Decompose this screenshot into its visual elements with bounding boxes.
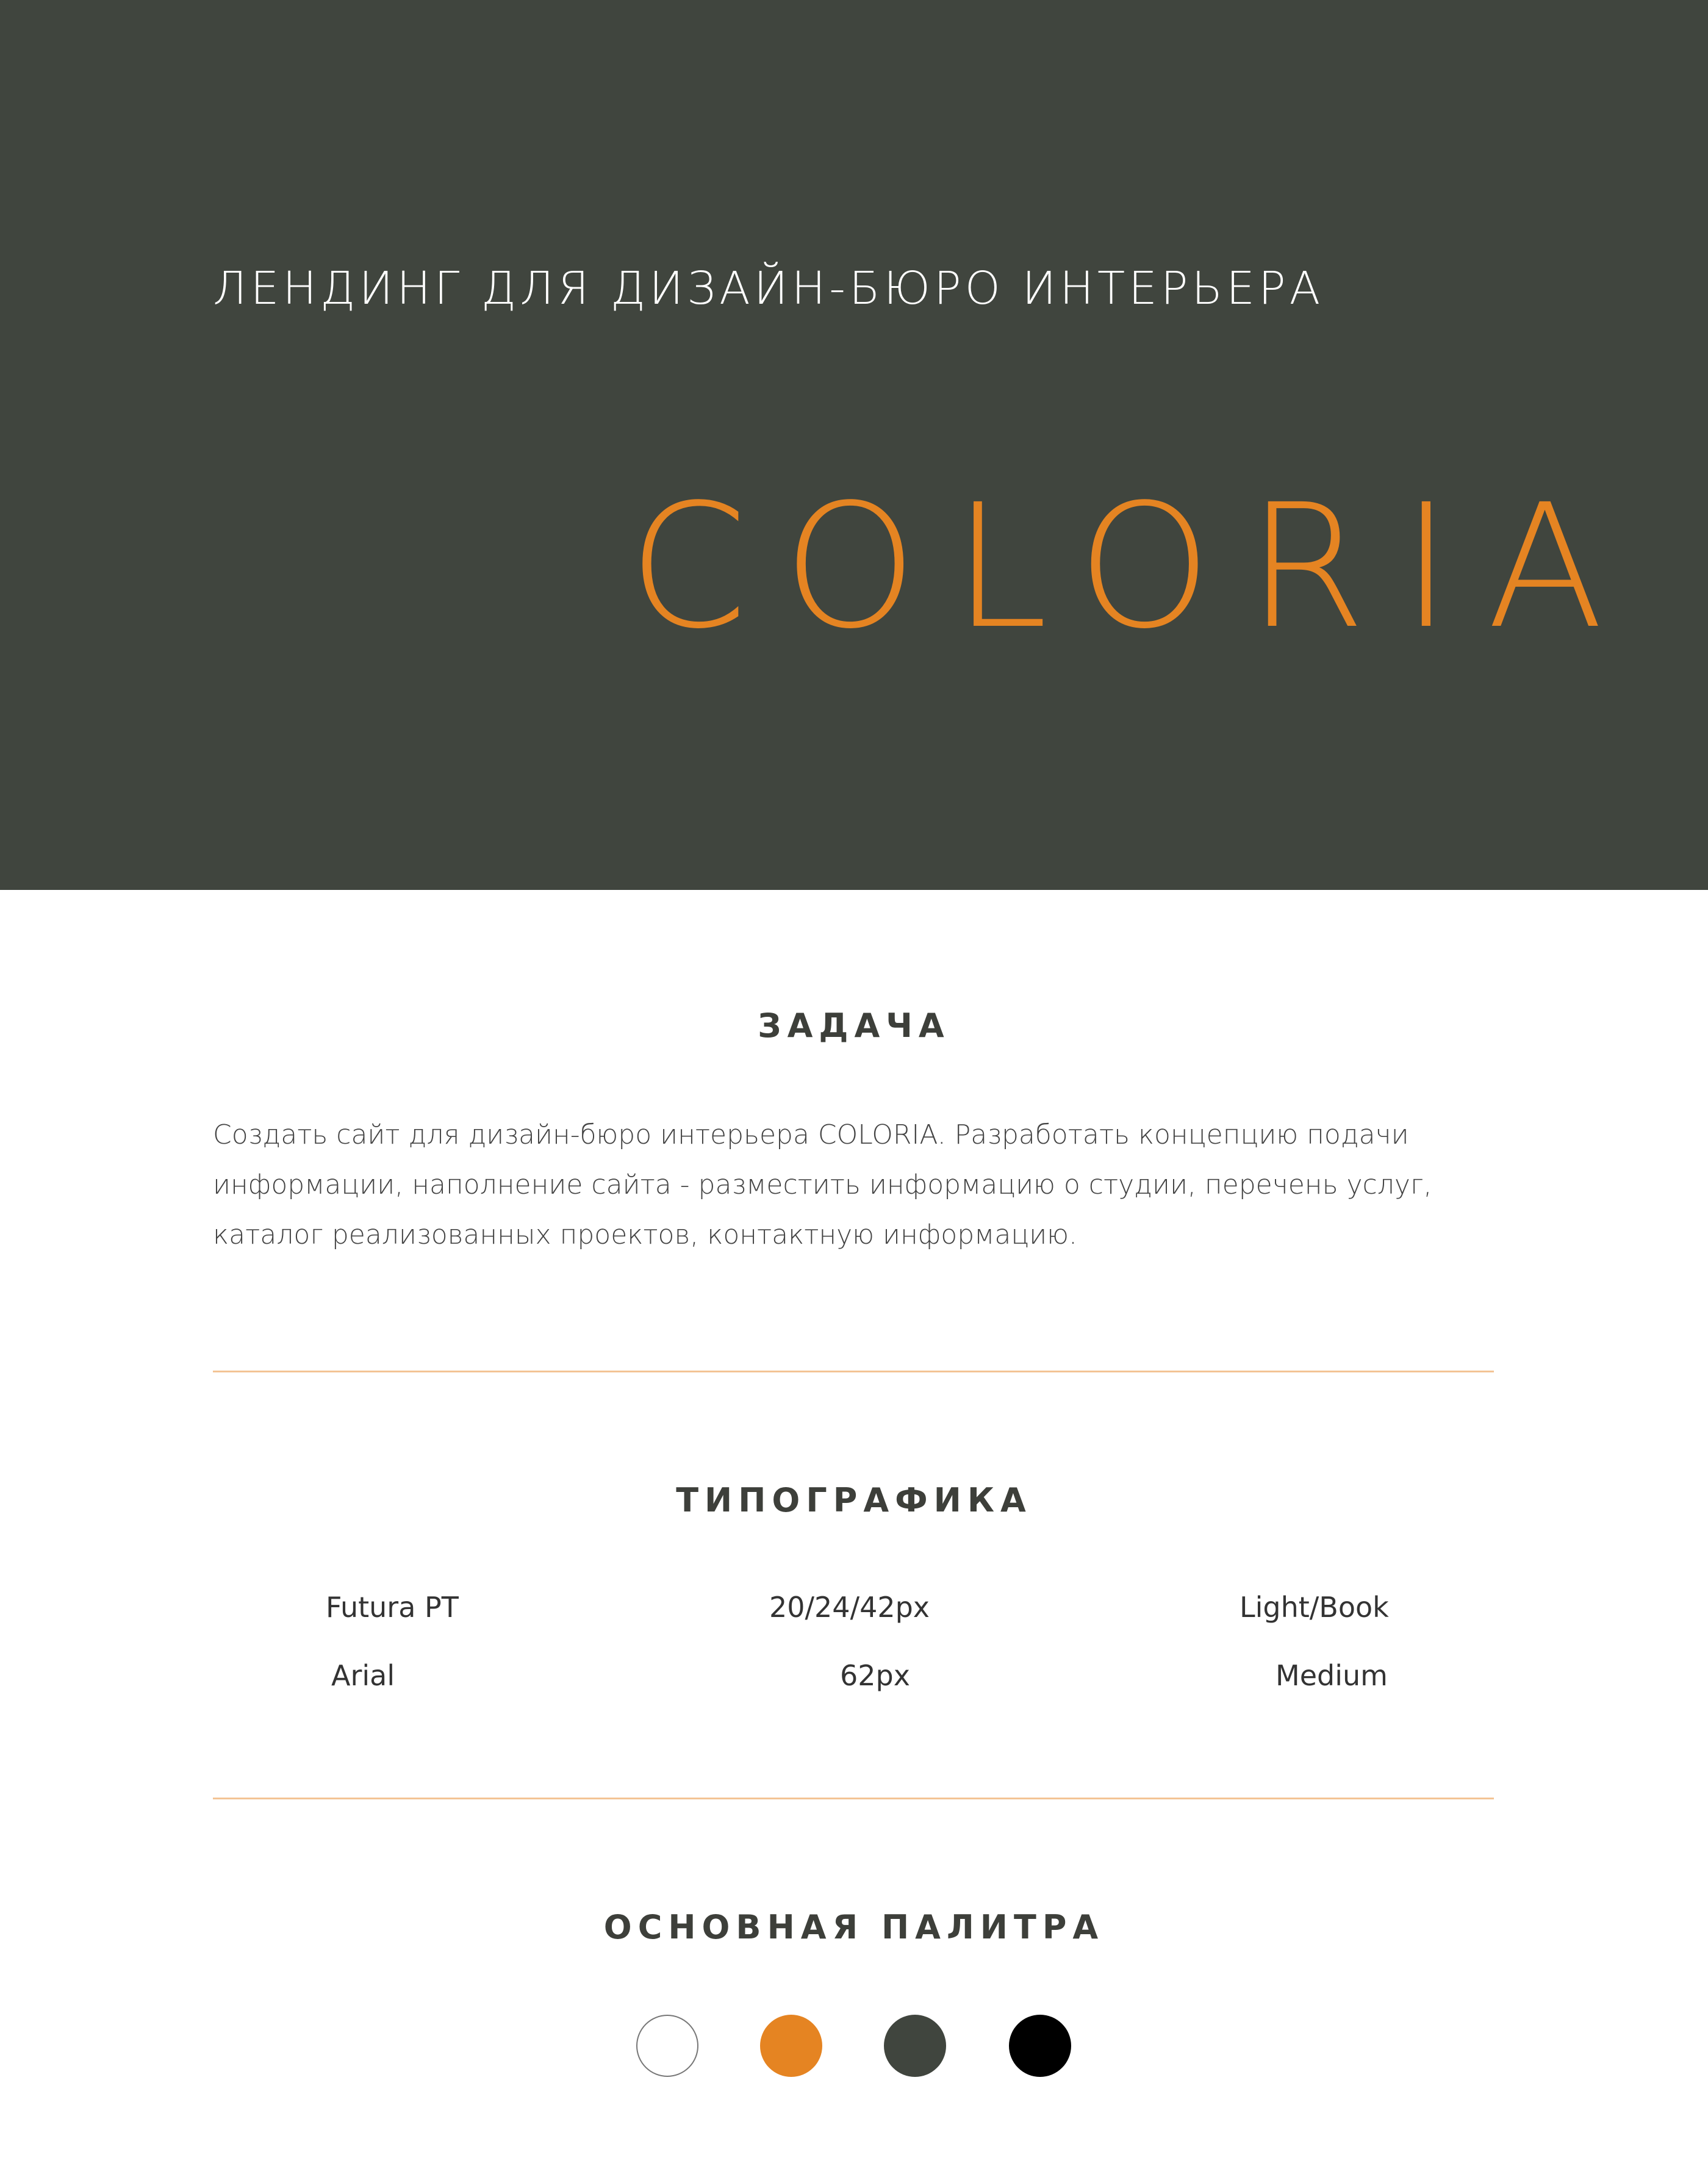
color-swatch-orange (760, 2015, 822, 2077)
typography-heading: ТИПОГРАФИКА (676, 1481, 1032, 1519)
font-sizes: 20/24/42px (769, 1591, 930, 1624)
brand-logo: COLORIA (628, 468, 1639, 667)
divider (213, 1371, 1494, 1372)
font-name: Arial (331, 1659, 395, 1692)
font-weight: Light/Book (1240, 1591, 1389, 1624)
task-heading: ЗАДАЧА (758, 1006, 950, 1045)
font-weight: Medium (1276, 1659, 1388, 1692)
color-swatch-dark-green (884, 2015, 946, 2077)
divider (213, 1798, 1494, 1799)
color-swatch-black (1009, 2015, 1071, 2077)
task-description: Создать сайт для дизайн-бюро интерьера COLORIA. Разработать концепцию подачи информации, наполнение сайта - разместить информацию о студии, перечень услуг, каталог реализованных проектов, контактную информацию. (213, 1119, 1432, 1250)
font-sizes: 62px (840, 1659, 910, 1692)
hero-banner (0, 0, 1708, 890)
color-swatch-white (636, 2015, 698, 2077)
project-subtitle: ЛЕНДИНГ ДЛЯ ДИЗАЙН-БЮРО ИНТЕРЬЕРА (213, 262, 1324, 315)
palette-heading: ОСНОВНАЯ ПАЛИТРА (603, 1908, 1105, 1946)
font-name: Futura PT (326, 1591, 459, 1624)
